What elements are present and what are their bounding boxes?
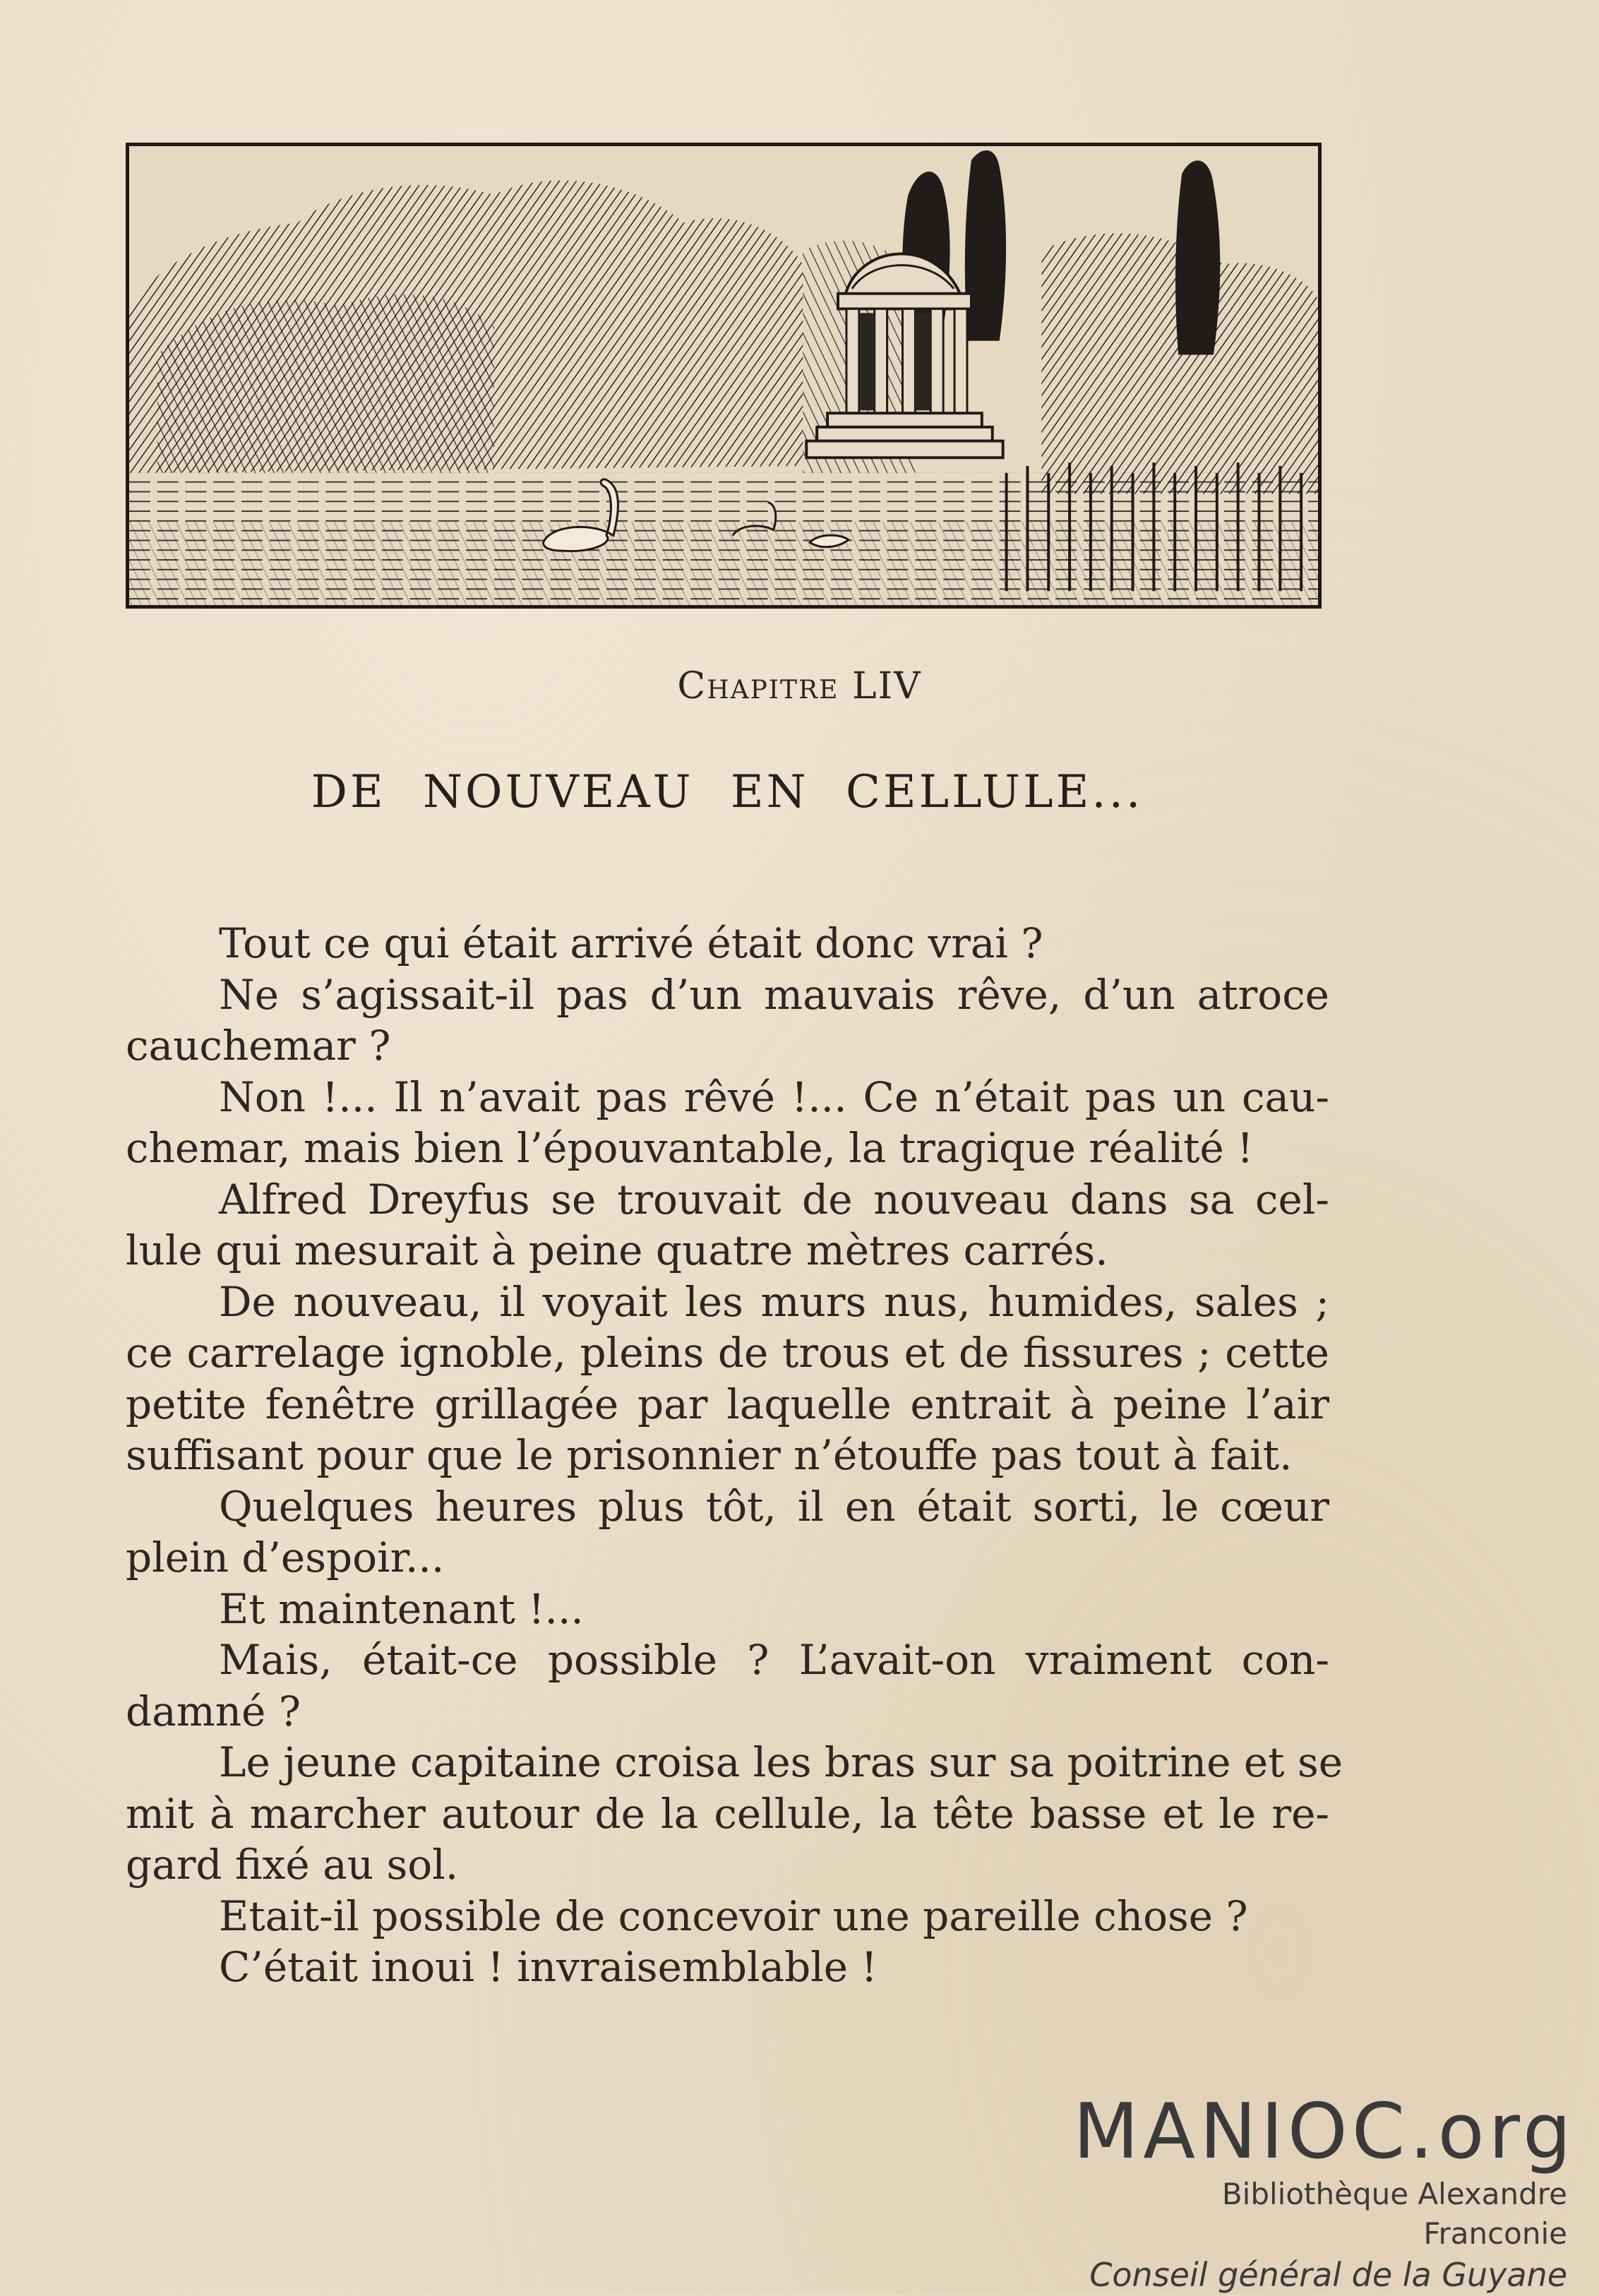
text-line: De nouveau, il voyait les murs nus, humides, sales ;: [219, 1277, 1329, 1326]
text-line: Alfred Dreyfus se trouvait de nouveau dans sa cel-: [219, 1175, 1329, 1224]
engraving-vignette: [126, 143, 1322, 609]
text-line: damné ?: [126, 1687, 301, 1735]
text-line: petite fenêtre grillagée par laquelle entrait à peine l’air: [126, 1380, 1329, 1428]
text-line: plein d’espoir...: [126, 1533, 445, 1582]
park-temple-engraving: [129, 146, 1318, 605]
text-line: Non !... Il n’avait pas rêvé !... Ce n’était pas un cau-: [219, 1072, 1329, 1121]
manioc-logo: MANIOC.org: [1073, 2088, 1576, 2176]
chapter-prefix: Chapitre: [677, 665, 839, 707]
text-line: mit à marcher autour de la cellule, la tête basse et le re-: [126, 1789, 1329, 1838]
text-line: gard fixé au sol.: [126, 1841, 459, 1889]
library-name: Bibliothèque Alexandre Franconie: [1221, 2177, 1567, 2251]
text-line: cauchemar ?: [126, 1022, 391, 1070]
chapter-body: [126, 918, 1343, 1993]
text-line: ce carrelage ignoble, pleins de trous et de fissures ; cette: [126, 1329, 1329, 1377]
text-line: chemar, mais bien l’épouvantable, la tragique réalité !: [126, 1124, 1254, 1172]
text-line: Le jeune capitaine croisa les bras sur sa poitrine et se: [219, 1738, 1343, 1786]
council-name: Conseil général de la Guyane: [1089, 2256, 1567, 2294]
text-line: Mais, était-ce possible ? L’avait-on vraiment con-: [219, 1636, 1329, 1684]
text-line: lule qui mesurait à peine quatre mètres carrés.: [126, 1226, 1108, 1274]
text-line: Tout ce qui était arrivé était donc vrai ?: [219, 919, 1043, 967]
chapter-title: DE NOUVEAU EN CELLULE...: [311, 766, 1144, 818]
text-line: Quelques heures plus tôt, il en était sorti, le cœur: [219, 1482, 1329, 1531]
text-line: Et maintenant !...: [219, 1584, 584, 1633]
text-line: C’était inoui ! invraisemblable !: [219, 1943, 878, 1991]
text-line: suffisant pour que le prisonnier n’étouffe pas tout à fait.: [126, 1431, 1293, 1479]
text-line: Etait-il possible de concevoir une pareille chose ?: [219, 1891, 1248, 1940]
manioc-watermark: [1073, 2088, 1576, 2296]
chapter-heading: [0, 665, 1599, 707]
chapter-number: LIV: [851, 665, 922, 707]
text-line: Ne s’agissait-il pas d’un mauvais rêve, d’un atroce: [219, 970, 1329, 1019]
